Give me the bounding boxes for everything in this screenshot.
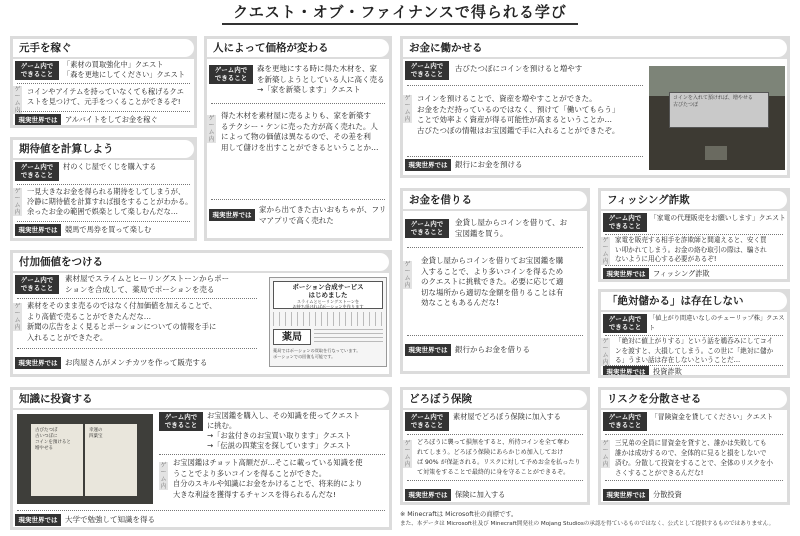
tag-game-line2: できること [410, 420, 444, 429]
game-chip: ゲ ー ム 内 [14, 188, 21, 216]
tag-game-line1: ゲーム内で [410, 413, 444, 421]
lesson-line: 一見大きなお金を得られる期待をしてしまうが、 [27, 187, 186, 196]
tag-game-line1: ゲーム内で [608, 315, 642, 323]
footnote-line: また、本データは Microsoft社及び Minecraft開発社の Mojang Studiosの承認を得ているものではなく、公式として提供するものではありません。 [400, 521, 775, 527]
game-line: を新築しようとしている人に高く売る [257, 74, 385, 84]
divider [17, 510, 385, 511]
tag-game [603, 412, 647, 431]
card-body [13, 160, 194, 238]
card-title: お金を借りる [403, 191, 587, 209]
game-action: 素材屋でどろぼう保険に加入する [453, 412, 561, 421]
tag-game-line1: ゲーム内で [608, 413, 642, 421]
real-line: マアプリで高く売れた [259, 215, 334, 225]
game-action: 「値上がり間違いなしのチューリップ株」クエスト [649, 315, 785, 332]
card-body [403, 59, 787, 175]
tag-game [15, 275, 59, 294]
tag-game-line2: できること [20, 69, 54, 78]
game-chip: ゲ ー ム 内 [602, 237, 609, 265]
game-action: 村のくじ屋でくじを購入する [63, 162, 157, 171]
game-screenshot [649, 66, 785, 170]
game-line: 素材屋でスライムとヒーリングストーンからポー [65, 274, 230, 283]
book-right-page [85, 424, 137, 496]
tag-game-line2: できること [410, 227, 444, 236]
lesson-line: どろぼうに襲って損無をすると、所持コインを全て奪わ [417, 439, 570, 446]
lesson-text [27, 187, 192, 217]
tag-game [15, 162, 59, 181]
card-risk [598, 387, 790, 505]
lesson-line: コインやアイテムを持っていなくても稼げるクエ [27, 87, 184, 96]
game-line: ションを合成して、薬局でポーションを売る [65, 284, 215, 294]
lesson-text [615, 337, 773, 366]
divider [407, 434, 583, 435]
card-body [13, 410, 389, 527]
tag-game-line2: できること [608, 420, 642, 429]
news-sub-line: お持ち頂ければポーションを作ります [292, 304, 364, 309]
game-line: →「伝説の四葉宝を探しています」クエスト [207, 441, 352, 450]
news-small-line: ポーションでの回復も可能です。 [273, 354, 336, 359]
tag-game [603, 314, 647, 333]
lesson-line: お金をただ持っているのではなく、預けて「働いてもらう」 [417, 104, 620, 114]
lesson-line: ないように用心する必要があるぞ! [615, 255, 717, 263]
lesson-line: 入れることができたぞ。 [27, 332, 108, 342]
card-title: 付加価値をつける [13, 253, 389, 271]
lesson-line: のクエストに挑戦できた。必要に応じて適 [421, 277, 564, 286]
tag-game-line2: できること [214, 73, 248, 82]
lesson-line: お宝図鑑はチョット高額だが…そこに載っている知識を使 [173, 458, 363, 467]
real-line: 家から出てきた古いおもちゃが、フリ [259, 205, 387, 214]
news-sub [274, 299, 382, 309]
lesson-line: 用して儲けを出すことができるということか… [221, 142, 379, 152]
lesson-line: 得た木材を素材屋に売るよりも、家を新築す [221, 111, 371, 120]
lesson-line: 金貸し屋からコインを借りてお宝図鑑を購 [421, 256, 564, 265]
lesson-text [173, 458, 363, 500]
divider [17, 184, 190, 185]
game-line: 「素材の買取強化中」クエスト [63, 60, 164, 69]
real-world-text: 競馬で馬券を買って楽しむ [65, 225, 152, 234]
game-line: 金貸し屋からコインを借りて、お [455, 218, 568, 227]
divider [17, 83, 190, 84]
divider [407, 335, 583, 336]
divider [407, 480, 583, 481]
dialog-line: 古びたつぼ [673, 102, 699, 108]
divider [407, 85, 643, 86]
footnote-line: ※ Minecraftは Microsoft社の商標です。 [400, 511, 518, 518]
news-title [274, 283, 382, 299]
game-action [207, 411, 360, 451]
game-line: →「家を新築します」クエスト [257, 85, 361, 94]
tag-game-line2: できること [20, 170, 54, 179]
real-world-text: アルバイトをしてお金を稼ぐ [65, 115, 158, 124]
card-title: 人によって価格が変わる [207, 39, 389, 57]
lesson-line: い叩かれてしまう。お金の絡む取引の際は、騙され [615, 245, 767, 254]
lesson-line: 済む。分散して投資をすることで、全体のリスクを小 [615, 459, 773, 467]
divider [605, 480, 783, 481]
game-line: 宝図鑑を買う。 [455, 228, 508, 238]
card-title: 元手を稼ぐ [13, 39, 194, 57]
divider [17, 298, 257, 299]
lesson-line: うことでより多いコインを得ることができた。 [173, 468, 327, 478]
tag-real: 現実世界では [209, 209, 255, 221]
card-phishing [598, 188, 790, 282]
game-action [65, 274, 229, 295]
card-kitaichi [10, 137, 197, 241]
game-action: 「冒険資金を貸してください」クエスト [651, 413, 774, 421]
tag-game-line1: ゲーム内で [214, 66, 248, 74]
card-fukakachi [10, 250, 392, 377]
divider [17, 111, 190, 112]
card-body [601, 211, 787, 279]
lesson-line: れてしまう。どろぼう保険にあらかじめ加入しておけ [417, 449, 564, 456]
lesson-text [417, 94, 619, 136]
lesson-text [421, 256, 564, 309]
game-chip: ゲ ー ム 内 [404, 440, 411, 468]
news-sub-line: スライムとヒーリングストーンを [296, 299, 360, 304]
lesson-line: 切な場所から適切な金額を借りることは有 [421, 287, 564, 297]
lesson-text [221, 111, 379, 153]
lesson-line: る」うまい話は存在しないということだ… [615, 356, 741, 364]
tag-real: 現実世界では [603, 268, 649, 279]
tag-real: 現実世界では [603, 366, 649, 375]
card-title: 期待値を計算しよう [13, 140, 194, 158]
lesson-line: より高値で売ることができたんだな… [27, 311, 152, 321]
tag-game [15, 61, 59, 80]
title-underline [222, 23, 578, 25]
lesson-text [27, 301, 217, 343]
tag-game [159, 412, 203, 431]
lesson-line: 冷静に期待値を計算すれば損をすることがわかる。 [27, 197, 193, 206]
lesson-line: 古びたつぼの情報はお宝図鑑で手に入れることができたぞ。 [417, 125, 620, 135]
real-world-text: フィッシング詐欺 [653, 269, 710, 278]
card-hoken [400, 387, 590, 505]
card-body [601, 410, 787, 502]
lesson-line: 余ったお金の範囲で娯楽として楽しむんだな… [27, 207, 178, 216]
tag-game [405, 219, 449, 238]
tag-game-line1: ゲーム内で [20, 62, 54, 70]
lesson-line: によって物の価値は異なるので、その差を利 [221, 132, 371, 141]
game-chip: ゲ ー ム 内 [404, 261, 411, 289]
tag-game-line2: できること [608, 221, 642, 230]
real-world-text: 投資詐欺 [653, 367, 682, 375]
lesson-line: コインを預けることで、資産を増やすことができた。 [417, 94, 597, 103]
tag-game-line1: ゲーム内で [410, 220, 444, 228]
game-action [63, 60, 185, 80]
tag-real: 現実世界では [603, 489, 649, 501]
card-body [403, 410, 587, 502]
card-body [207, 59, 389, 238]
tag-game-line1: ゲーム内で [164, 413, 198, 421]
card-body [403, 211, 587, 371]
card-body [601, 312, 787, 375]
real-world-text [259, 205, 386, 226]
lesson-text [615, 438, 773, 478]
tag-game [603, 213, 647, 232]
tag-game-line2: できること [20, 283, 54, 292]
game-action: 古びたつぼにコインを預けると増やす [455, 64, 583, 73]
newspaper-header [273, 281, 383, 309]
divider [605, 265, 783, 266]
tag-real: 現実世界では [405, 159, 451, 171]
tag-game-line2: できること [608, 322, 642, 331]
news-lines [314, 329, 383, 345]
lesson-line: 新聞の広告をよく見るとポーションについての情報を手に [27, 322, 217, 331]
card-kariru [400, 188, 590, 374]
real-world-text: 銀行にお金を預ける [455, 160, 523, 169]
real-world-text: 分散投資 [653, 490, 682, 499]
card-kakaku [204, 36, 392, 241]
lesson-line: 入することで、より多いコインを得るため [421, 266, 564, 276]
card-title: フィッシング詐欺 [601, 191, 787, 209]
book-line: コインを預けると [35, 440, 71, 445]
game-line: に挑む。 [207, 421, 237, 430]
news-title-line: はじめました [308, 291, 348, 299]
lesson-line: 自分のスキルや知識にお金をかけることで、将来的により [173, 479, 363, 488]
card-chishiki [10, 387, 392, 530]
divider [605, 234, 783, 235]
lesson-line: ンを渡すと、大損してしまう。この世に「絶対に儲か [615, 346, 774, 355]
game-chip: ゲ ー ム 内 [404, 95, 411, 123]
divider [407, 156, 643, 157]
lesson-text [27, 87, 184, 107]
lesson-line: ことで効率よく資産が得る可能性が高まるということか… [417, 115, 612, 124]
card-title: 知識に投資する [13, 390, 389, 408]
game-chip: ゲ ー ム 内 [160, 462, 167, 490]
game-action [455, 218, 567, 239]
game-chip: ゲ ー ム 内 [602, 440, 609, 468]
game-line: →「お盆付きのお宝買い取ります」クエスト [207, 431, 352, 440]
book-right-text [89, 428, 103, 440]
card-title: 「絶対儲かる」は存在しない [601, 292, 787, 310]
news-small-line: 薬局ではポーションの買取を行なっています。 [273, 348, 361, 353]
tag-game-line1: ゲーム内で [410, 62, 444, 70]
page-title: クエスト・オブ・ファイナンスで得られる学び [233, 3, 567, 21]
card-zettai [598, 289, 790, 378]
divider [17, 221, 190, 222]
lesson-line: 三兄弟の全員に冒資金を貸すと、誰かは失敗しても [615, 439, 767, 447]
tag-real: 現実世界では [15, 224, 61, 236]
card-hatarakase [400, 36, 790, 178]
lesson-line: 素材をそのまま売るのではなく付加価値を加えることで、 [27, 301, 217, 310]
tag-game-line2: できること [410, 69, 444, 78]
tag-real: 現実世界では [15, 114, 61, 125]
game-line: お宝図鑑を購入し、その知識を使ってクエスト [207, 411, 361, 420]
dialog-text [673, 95, 753, 109]
card-motode [10, 36, 197, 128]
tag-game-line1: ゲーム内で [20, 276, 54, 284]
game-chip: ゲ ー ム 内 [14, 303, 21, 331]
book-line: 古びたつぼ [35, 428, 58, 433]
game-line: 森を更地にする時に得た木材を、家 [257, 64, 377, 73]
game-action [257, 64, 385, 96]
divider [605, 434, 783, 435]
footnote [400, 510, 795, 529]
real-world-text: 大学で勉強して知識を得る [65, 515, 155, 524]
card-title: リスクを分散させる [601, 390, 787, 408]
lesson-line: 誰かは成功するので、全体的に見ると損をしないで [615, 449, 767, 457]
book-left-text [35, 428, 71, 452]
divider [17, 348, 257, 349]
news-small [273, 348, 383, 360]
tag-real: 現実世界では [15, 357, 61, 369]
lesson-line: 効なこともあるんだな! [421, 298, 500, 307]
card-body [13, 59, 194, 125]
divider [211, 103, 385, 104]
lesson-text [615, 236, 767, 265]
game-line: 「森を更地にしてください」クエスト [63, 70, 186, 79]
game-chip: ゲ ー ム 内 [14, 86, 21, 114]
newspaper-image [269, 277, 387, 367]
lesson-line: 家電を販売する相手を詐欺師と間違えると、安く買 [615, 236, 767, 244]
lesson-line: 「絶対に値上がりする」という話を鵜呑みにしてコイ [615, 337, 774, 345]
tag-game [209, 65, 253, 84]
card-body [13, 273, 389, 374]
book-line: 幸運の [89, 428, 103, 433]
lesson-line: ば 90% が保証される。リスクに対して予めお金を払ったり [417, 459, 581, 466]
tag-game-line1: ゲーム内で [20, 163, 54, 171]
card-title: どろぼう保険 [403, 390, 587, 408]
tag-game [405, 412, 449, 431]
lesson-line: ストを見つけて、元手をつくることができるぞ! [27, 97, 181, 106]
game-chip: ゲ ー ム 内 [208, 115, 215, 143]
lesson-line: て対策をすることで最終的に身を守ることができるぞ。 [417, 469, 570, 476]
divider [407, 247, 583, 248]
tag-real: 現実世界では [15, 514, 61, 526]
divider [159, 454, 385, 455]
real-world-text: 保険に加入する [455, 490, 506, 499]
card-title: お金に働かせる [403, 39, 787, 57]
lesson-text [417, 438, 581, 478]
book-line: 古いつぼに [35, 434, 58, 439]
tag-real: 現実世界では [405, 489, 451, 501]
book-left-page [31, 424, 83, 496]
real-world-text: お肉屋さんがメンチカツを作って販売する [65, 358, 208, 367]
book-line: 四葉宝 [89, 434, 103, 439]
real-world-text: 銀行からお金を借りる [455, 345, 530, 354]
divider [211, 199, 385, 200]
game-action: 「家電の代理販売をお願いします」クエスト [650, 214, 786, 222]
book-screenshot [17, 414, 153, 504]
divider [605, 335, 783, 336]
lesson-line: 大きな利益を獲得するチャンスを得られるんだな! [173, 489, 337, 499]
tag-game [405, 61, 449, 80]
tag-game-line1: ゲーム内で [608, 214, 642, 222]
news-shop-box: 薬局 [273, 329, 311, 345]
news-columns [273, 312, 383, 326]
book-line: 増やせる [35, 446, 53, 451]
lesson-line: さくすることができるんだな! [615, 469, 704, 477]
screenshot-dialog [669, 92, 769, 128]
dialog-line: コインを入れて預ければ、増やせる [673, 95, 753, 101]
news-title-line: ポーション合成サービス [292, 283, 364, 291]
screenshot-block [705, 146, 727, 160]
tag-real: 現実世界では [405, 344, 451, 356]
tag-game-line2: できること [164, 420, 198, 429]
lesson-line: るテクシー・ケンに売った方が高く売れた。人 [221, 121, 378, 131]
game-chip: ゲ ー ム 内 [602, 338, 609, 366]
